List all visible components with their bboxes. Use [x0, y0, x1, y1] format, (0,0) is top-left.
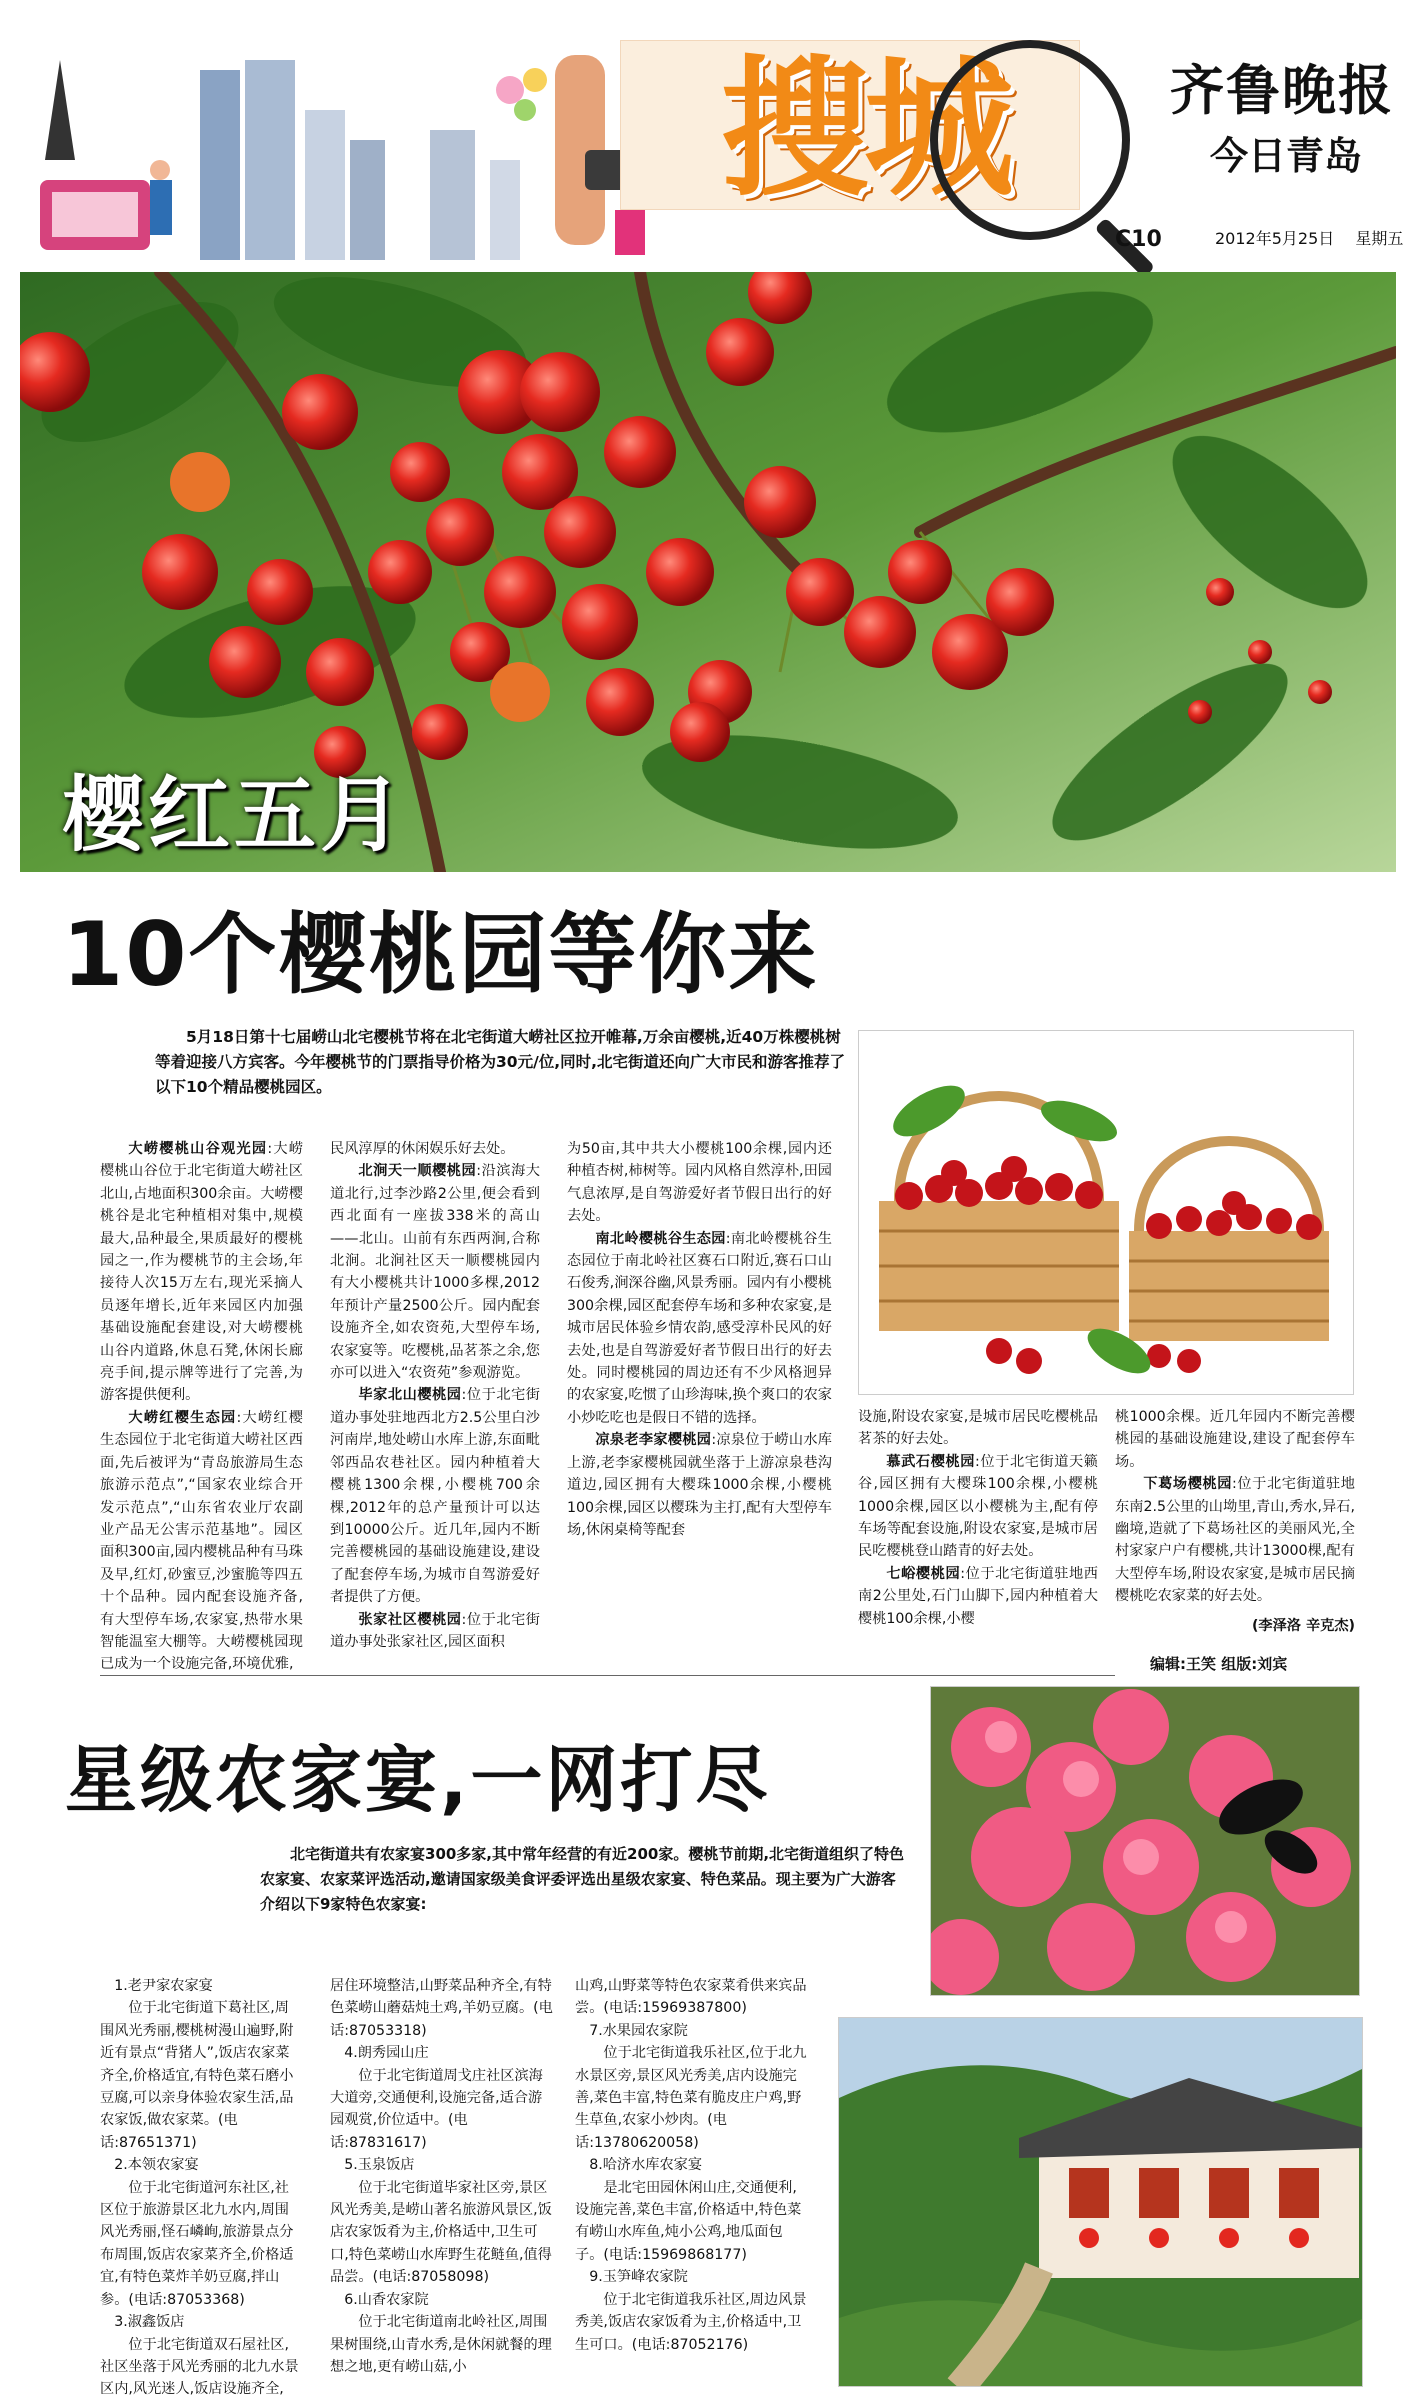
- paragraph: [100, 2334, 300, 2401]
- masthead-title: 搜城: [720, 43, 1009, 217]
- paragraph-text: 位于北宅街道周戈庄社区滨海大道旁,交通便利,设施完备,适合游园观赏,价位适中。(电话:87831617): [330, 2067, 543, 2151]
- paragraph: [330, 1609, 540, 1654]
- paragraph-heading: 6.山香农家院: [344, 2291, 429, 2308]
- paragraph-heading: 南北岭樱桃谷生态园: [595, 1230, 726, 1247]
- paragraph: [330, 2177, 555, 2289]
- paragraph: [100, 1407, 303, 1676]
- paragraph: [100, 1138, 303, 1407]
- paragraph: [1115, 1473, 1355, 1607]
- paragraph-heading: 2.本领农家宴: [114, 2157, 199, 2174]
- paragraph: [330, 1384, 540, 1608]
- paragraph-text: 民风淳厚的休闲娱乐好去处。: [330, 1141, 515, 1157]
- paragraph-text: 居住环境整洁,山野菜品种齐全,有特色菜崂山蘑菇炖土鸡,羊奶豆腐。(电话:87053318): [330, 1978, 553, 2039]
- paragraph-heading: 大崂红樱生态园: [128, 1409, 237, 1426]
- farmhouse-photo: [838, 2017, 1363, 2387]
- paragraph: [567, 1228, 832, 1430]
- feast-column-1: [100, 1975, 300, 2401]
- paragraph: [330, 1138, 540, 1160]
- farmhouse-illustration: [839, 2018, 1363, 2387]
- hero-subtitle: 10个樱桃园等你来: [62, 903, 819, 1006]
- feast-lead: 北宅街道共有农家宴300多家,其中常年经营的有近200家。樱桃节前期,北宅街道组织了特色农家宴、农家菜评选活动,邀请国家级美食评委评选出星级农家宴、特色菜品。现主要为广大游客介绍以下9家特色农家宴:: [260, 1845, 905, 1913]
- paragraph-text: 山鸡,山野菜等特色农家菜肴供来宾品尝。(电话:15969387800): [575, 1978, 807, 2017]
- newspaper-name: 齐鲁晚报: [1170, 58, 1394, 122]
- paragraph-heading: 慕武石樱桃园: [886, 1453, 976, 1470]
- paragraph-heading: 毕家北山樱桃园: [358, 1387, 462, 1404]
- paragraph-text: :南北岭樱桃谷生态园位于南北岭社区赛石口附近,赛石口山石俊秀,涧深谷幽,风景秀丽。园内有小樱桃300余棵,园区配套停车场和多种农家宴,是城市居民体验乡情农韵,感受淳朴民风的好去处,也是自驾游爱好者节假日出行的好去处。同时樱桃园的周边还有不少风格迥异的农家宴,吃惯了山珍海味,换个爽口的农家小炒吃吃也是假日不错的选择。: [567, 1230, 832, 1426]
- cherry-basket-illustration: [859, 1031, 1353, 1394]
- paragraph-text: :沿滨海大道北行,过李沙路2公里,便会看到西北面有一座拔338米的高山——北山。山前有东西两涧,合称北涧。北涧社区天一顺樱桃园内有大小樱桃共计1000多棵,2012年预计产量2500公斤。园内配套设施齐全,如农资苑,大型停车场,农家宴等。吃樱桃,品茗茶之余,您亦可以进入“农资苑”参观游览。: [330, 1163, 540, 1382]
- paragraph: [567, 1429, 832, 1541]
- paragraph-text: 为50亩,其中共大小樱桃100余棵,园内还种植杏树,柿树等。园内风格自然淳朴,田园气息浓厚,是自驾游爱好者节假日出行的好去处。: [567, 1141, 832, 1225]
- paragraph-heading: 9.玉笋峰农家院: [589, 2269, 688, 2286]
- paragraph: [567, 1138, 832, 1228]
- article-column-5: [1115, 1406, 1355, 1608]
- paragraph-text: 设施,附设农家宴,是城市居民吃樱桃品茗茶的好去处。: [858, 1409, 1098, 1448]
- article-lead: 5月18日第十七届崂山北宅樱桃节将在北宅街道大崂社区拉开帷幕,万余亩樱桃,近40万株樱桃树等着迎接八方宾客。今年樱桃节的门票指导价格为30元/位,同时,北宅街道还向广大市民和游客推荐了以下10个精品樱桃园区。: [155, 1028, 846, 1096]
- article-column-2: [330, 1138, 540, 1653]
- article-column-4: [858, 1406, 1098, 1630]
- feast-column-2: [330, 1975, 555, 2378]
- paragraph-text: 位于北宅街道下葛社区,周围风光秀丽,樱桃树漫山遍野,附近有景点“背猪人”,饭店农家菜齐全,价格适宜,有特色菜石磨小豆腐,可以亲身体验农家生活,品农家饭,做农家菜。(电话:87651371): [100, 2000, 294, 2151]
- paragraph: [100, 2177, 300, 2311]
- edition-name: 今日青岛: [1210, 134, 1363, 178]
- paragraph: [100, 1997, 300, 2154]
- paragraph-text: 位于北宅街道双石屋社区,社区坐落于风光秀丽的北九水景区内,风光迷人,饭店设施齐全,: [100, 2336, 299, 2398]
- editor-credit: 编辑:王笑 组版:刘宾: [1150, 1655, 1288, 1673]
- paragraph: [858, 1563, 1098, 1630]
- paragraph-text: :位于北宅街道驻地东南2.5公里的山坳里,青山,秀水,异石,幽境,造就了下葛场社区的美丽风光,全村家家户户有樱桃,共计13000棵,配有大型停车场,附设农家宴,是城市居民摘樱桃吃农家菜的好去处。: [1115, 1476, 1355, 1605]
- paragraph-text: :位于北宅街道办事处驻地西北方2.5公里白沙河南岸,地处崂山水库上游,东面毗邻西品农巷社区。园内种植着大樱桃1300余棵,小樱桃700余棵,2012年的总产量预计可以达到10000公斤。近几年,园内不断完善樱桃园的基础设施建设,建设了配套停车场,为城市自驾游爱好者提供了方便。: [330, 1387, 540, 1606]
- article-column-1: [100, 1138, 303, 1676]
- flower-butterfly-photo: [930, 1686, 1360, 1996]
- paragraph: [858, 1406, 1098, 1451]
- cherry-basket-photo: [858, 1030, 1354, 1395]
- paragraph-text: :位于北宅街道办事处张家社区,园区面积: [330, 1611, 540, 1650]
- paragraph-text: 位于北宅街道我乐社区,位于北九水景区旁,景区风光秀美,店内设施完善,菜色丰富,特色菜有脆皮庄户鸡,野生草鱼,农家小炒肉。(电话:13780620058): [575, 2045, 807, 2151]
- paragraph-heading: 大崂樱桃山谷观光园: [128, 1141, 268, 1157]
- paragraph: [1115, 1406, 1355, 1473]
- paragraph-text: 是北宅田园休闲山庄,交通便利,设施完善,菜色丰富,价格适中,特色菜有崂山水库鱼,炖小公鸡,地瓜面包子。(电话:15969868177): [575, 2179, 802, 2263]
- feast-section-title: 星级农家宴,一网打尽: [65, 1738, 771, 1822]
- feast-column-3: [575, 1975, 810, 2356]
- paragraph-text: :位于北宅街道天籁谷,园区拥有大樱珠100余棵,小樱桃1000余棵,园区以小樱桃为主,配有停车场等配套设施,附设农家宴,是城市居民吃樱桃登山踏青的好去处。: [858, 1453, 1098, 1560]
- city-skyline-illustration: [30, 30, 650, 265]
- paragraph-heading: 七峪樱桃园: [886, 1565, 961, 1582]
- paragraph-text: :大崂红樱生态园位于北宅街道大崂社区西面,先后被评为“青岛旅游局生态旅游示范点”,“国家农业综合开发示范点”,“山东省农业厅农副业产品无公害示范基地”。园区面积300亩,园内樱桃品种有马珠及早,红灯,砂蜜豆,沙蜜脆等四五十个品种。园内配套设施齐备,有大型停车场,农家宴,热带水果智能温室大棚等。大崂樱桃园现已成为一个设施完备,环境优雅,: [100, 1409, 303, 1673]
- paragraph: [330, 1160, 540, 1384]
- paragraph-text: :凉泉位于崂山水库上游,老李家樱桃园就坐落于上游凉泉巷沟道边,园区拥有大樱珠1000余棵,小樱桃100余棵,园区以樱珠为主打,配有大型停车场,休闲桌椅等配套: [567, 1432, 832, 1538]
- issue-date: 2012年5月25日 星期五: [1215, 229, 1404, 248]
- byline: (李泽洛 辛克杰): [1251, 1618, 1355, 1634]
- paragraph-text: 桃1000余棵。近几年园内不断完善樱桃园的基础设施建设,建设了配套停车场。: [1115, 1409, 1355, 1470]
- magnifier-icon: [930, 40, 1130, 240]
- paragraph-heading: 3.淑鑫饭店: [114, 2314, 185, 2331]
- section-divider: [100, 1675, 1115, 1676]
- paragraph: [330, 2311, 555, 2378]
- paragraph: [330, 1975, 555, 2042]
- paragraph-heading: 凉泉老李家樱桃园: [595, 1432, 712, 1449]
- paragraph: [575, 1975, 810, 2020]
- paragraph: [575, 2289, 810, 2356]
- flower-illustration: [931, 1687, 1360, 1996]
- paragraph-heading: 1.老尹家农家宴: [114, 1978, 213, 1994]
- paragraph: [330, 2065, 555, 2155]
- paragraph-heading: 8.哈济水库农家宴: [589, 2157, 703, 2174]
- paragraph-text: :位于北宅街道驻地西南2公里处,石门山脚下,园内种植着大樱桃100余棵,小樱: [858, 1565, 1098, 1627]
- paragraph-heading: 下葛场樱桃园: [1143, 1476, 1233, 1493]
- paragraph: [575, 2177, 810, 2267]
- page-header: [0, 0, 1417, 270]
- paragraph-text: 位于北宅街道毕家社区旁,景区风光秀美,是崂山著名旅游风景区,饭店农家饭肴为主,价格适中,卫生可口,特色菜崂山水库野生花鲢鱼,值得品尝。(电话:87058098): [330, 2179, 552, 2286]
- hero-title: 樱红五月: [62, 768, 407, 863]
- paragraph-text: 位于北宅街道河东社区,社区位于旅游景区北九水内,周围风光秀丽,怪石嶙峋,旅游景点分布周围,饭店农家菜齐全,价格适宜,有特色菜炸羊奶豆腐,拌山参。(电话:87053368): [100, 2179, 294, 2308]
- paragraph-heading: 7.水果园农家院: [589, 2022, 688, 2039]
- paragraph-heading: 5.玉泉饭店: [344, 2157, 415, 2174]
- paragraph-heading: 张家社区樱桃园: [358, 1611, 462, 1628]
- paragraph-text: :大崂樱桃山谷位于北宅街道大崂社区北山,占地面积300余亩。大崂樱桃谷是北宅种植相对集中,规模最大,品种最全,果质最好的樱桃园之一,作为樱桃节的主会场,年接待人次15万左右,现光采摘人员逐年增长,近年来园区内加强基础设施配套建设,对大崂樱桃山谷内道路,休息石凳,休闲长廊亮手间,提示牌等进行了完善,为游客提供便利。: [100, 1141, 303, 1404]
- page-number: C10: [1115, 227, 1162, 252]
- paragraph-text: 位于北宅街道我乐社区,周边风景秀美,饭店农家饭肴为主,价格适中,卫生可口。(电话:87052176): [575, 2291, 807, 2353]
- paragraph: [858, 1451, 1098, 1563]
- article-column-3: [567, 1138, 832, 1541]
- paragraph-heading: 北涧天一顺樱桃园: [358, 1163, 477, 1180]
- paragraph-heading: 4.朗秀园山庄: [344, 2045, 429, 2062]
- paragraph: [575, 2042, 810, 2154]
- paragraph-text: 位于北宅街道南北岭社区,周围果树围绕,山青水秀,是休闲就餐的理想之地,更有崂山菇,小: [330, 2314, 552, 2375]
